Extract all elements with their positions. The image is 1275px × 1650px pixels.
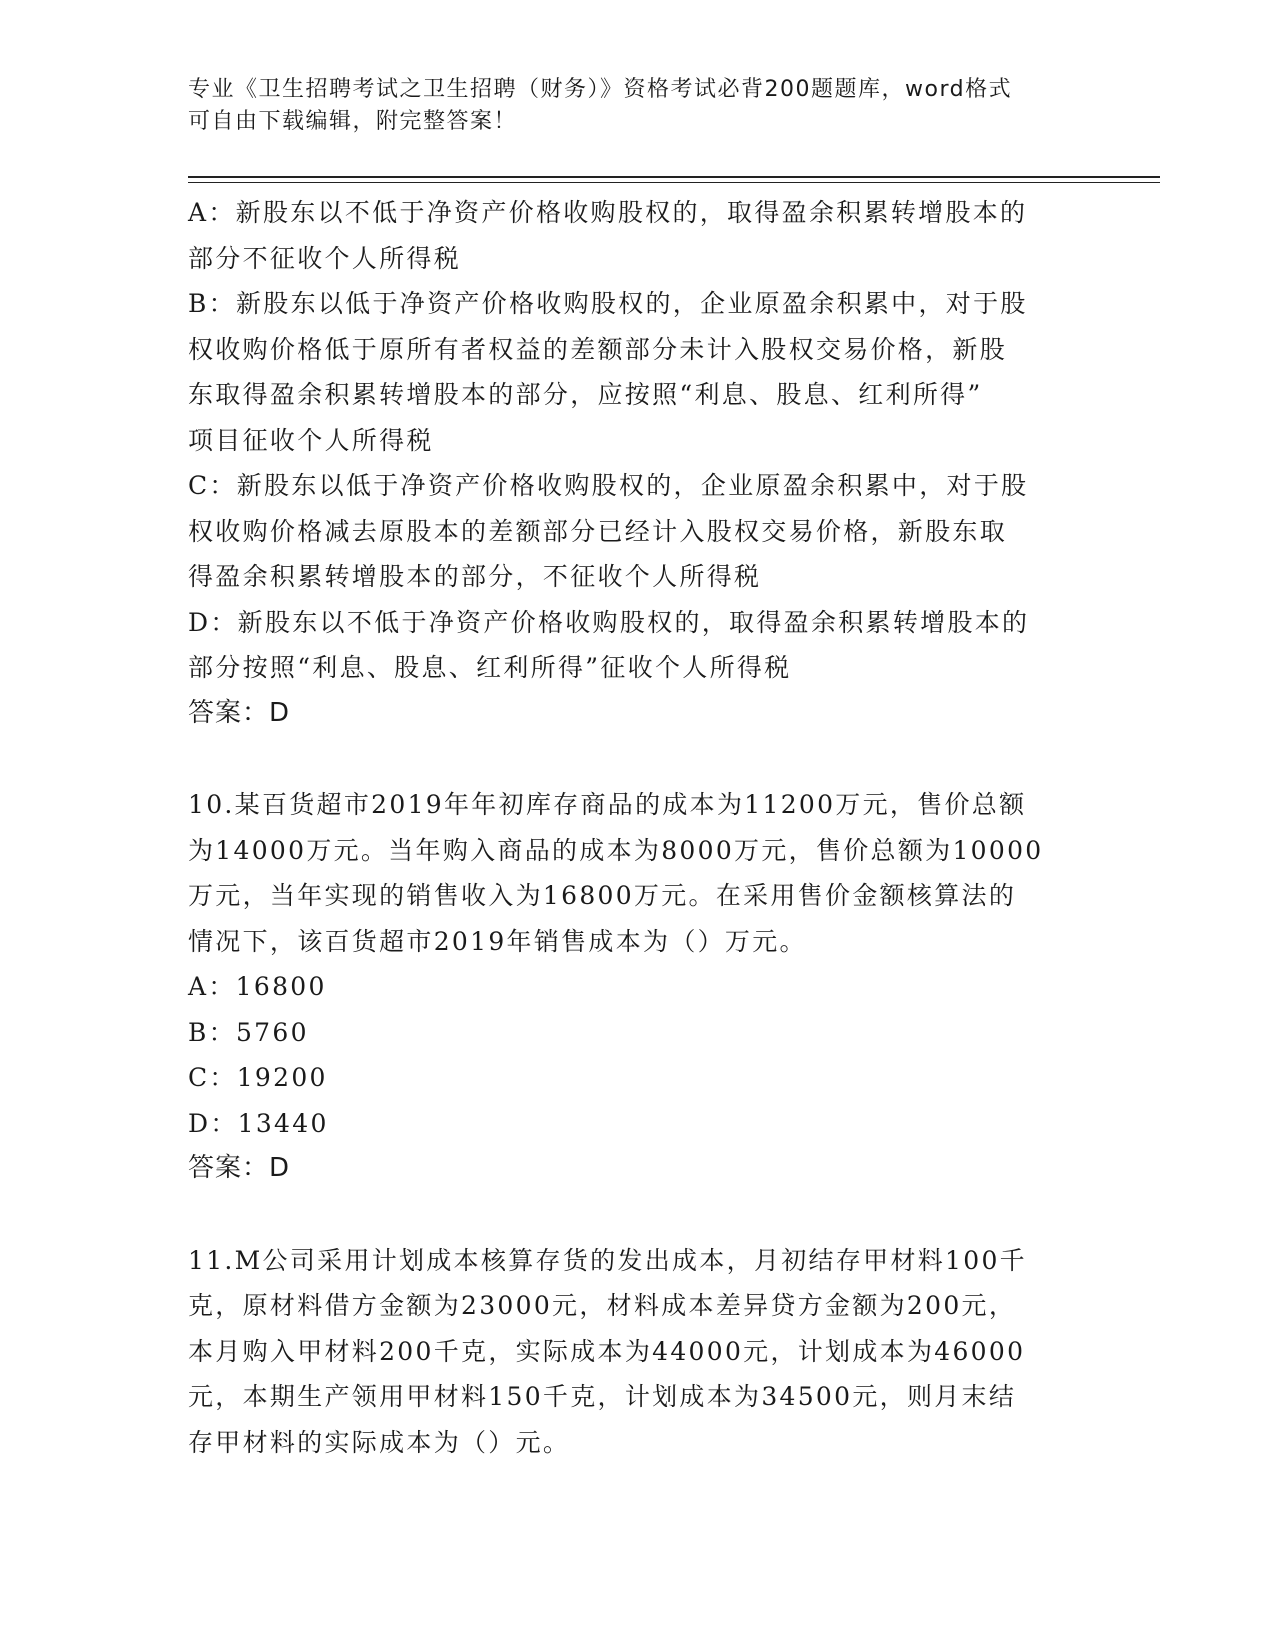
- q11-stem-line-3: 本月购入甲材料200千克，实际成本为44000元，计划成本为46000: [188, 1336, 1026, 1366]
- q11-stem-line-4: 元，本期生产领用甲材料150千克，计划成本为34500元，则月末结: [188, 1382, 1017, 1411]
- q9-option-c-line-1: C：新股东以低于净资产价格收购股权的，企业原盈余积累中，对于股: [188, 471, 1029, 500]
- q10-stem-line-3: 万元，当年实现的销售收入为16800万元。在采用售价金额核算法的: [188, 881, 1017, 910]
- document-body: [188, 190, 1083, 1465]
- header-divider-thin: [188, 182, 1160, 183]
- q9-option-d-line-2: 部分按照“利息、股息、红利所得”征收个人所得税: [188, 653, 792, 682]
- q10-answer: 答案：D: [188, 1153, 291, 1183]
- q9-option-c-line-3: 得盈余积累转增股本的部分，不征收个人所得税: [188, 562, 762, 591]
- question-9-options: [188, 190, 1083, 736]
- q9-option-a-line-2: 部分不征收个人所得税: [188, 243, 462, 273]
- q10-option-a: A：16800: [188, 972, 327, 1001]
- q10-option-c: C：19200: [188, 1063, 328, 1092]
- spacer: [188, 736, 1083, 782]
- q10-stem-line-1: 10.某百货超市2019年年初库存商品的成本为11200万元，售价总额: [188, 790, 1027, 819]
- q10-option-d: D：13440: [188, 1108, 329, 1138]
- header-divider-thick: [188, 176, 1160, 178]
- q11-stem-line-2: 克，原材料借方金额为23000元，材料成本差异贷方金额为200元，: [188, 1291, 1017, 1320]
- q9-option-b-line-1: B：新股东以低于净资产价格收购股权的，企业原盈余积累中，对于股: [188, 289, 1028, 318]
- header-title-line-2: 可自由下载编辑，附完整答案！: [188, 109, 518, 134]
- q9-option-a-line-1: A：新股东以不低于净资产价格收购股权的，取得盈余积累转增股本的: [188, 198, 1028, 227]
- q11-stem-line-5: 存甲材料的实际成本为（）元。: [188, 1427, 571, 1457]
- q10-stem-line-4: 情况下，该百货超市2019年销售成本为（）万元。: [188, 926, 807, 956]
- q9-answer: 答案：D: [188, 697, 291, 728]
- page-header: [188, 74, 1068, 138]
- q11-stem-line-1: 11.M公司采用计划成本核算存货的发出成本，月初结存甲材料100千: [188, 1245, 1027, 1275]
- q9-option-b-line-3: 东取得盈余积累转增股本的部分，应按照“利息、股息、红利所得”: [188, 380, 983, 409]
- q9-option-c-line-2: 权收购价格减去原股本的差额部分已经计入股权交易价格，新股东取: [188, 516, 1008, 546]
- question-10: [188, 782, 1083, 1192]
- q10-stem-line-2: 为14000万元。当年购入商品的成本为8000万元，售价总额为10000: [188, 835, 1044, 865]
- q10-option-b: B：5760: [188, 1017, 309, 1047]
- q9-option-d-line-1: D：新股东以不低于净资产价格收购股权的，取得盈余积累转增股本的: [188, 607, 1030, 637]
- q9-option-b-line-4: 项目征收个人所得税: [188, 425, 434, 455]
- q9-option-b-line-2: 权收购价格低于原所有者权益的差额部分未计入股权交易价格，新股: [188, 334, 1008, 364]
- header-title-line-1: 专业《卫生招聘考试之卫生招聘（财务）》资格考试必背200题题库，word格式: [188, 77, 1013, 102]
- question-11: [188, 1238, 1083, 1466]
- spacer: [188, 1192, 1083, 1238]
